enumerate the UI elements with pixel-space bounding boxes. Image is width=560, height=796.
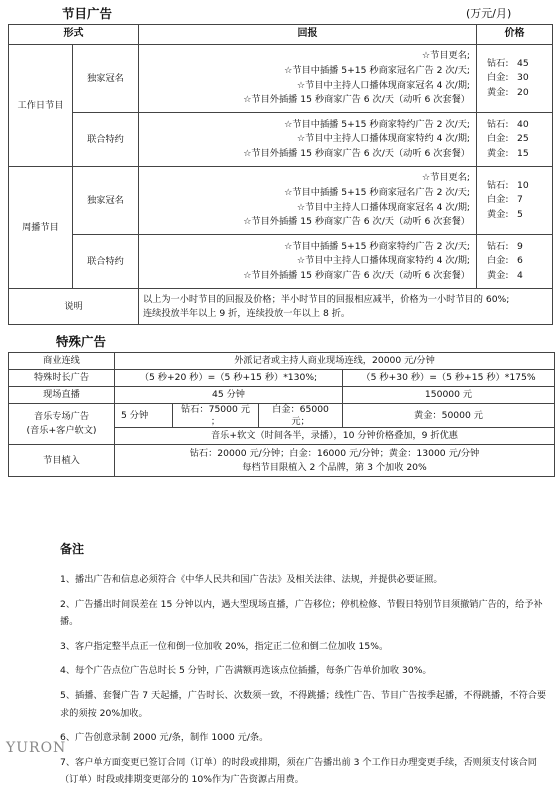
special-ad-table (8, 352, 555, 477)
header-form: 形式 (9, 25, 139, 45)
remark-item: 4、每个广告点位广告总时长 5 分钟，广告满额再选该点位插播，每条广告单价加收 30%。 (60, 665, 432, 677)
price-value: 20 (517, 86, 529, 98)
header-price: 价格 (477, 25, 553, 45)
benefit-line: ☆节目中插播 5+15 秒商家特约广告 2 次/天; (284, 118, 470, 130)
benefit-line: ☆节目中主持人口播体现商家特约 4 次/期; (296, 133, 470, 145)
implant-value (115, 445, 555, 477)
note-line: 以上为一小时节目的回报及价格；半小时节目的回报相应减半，价格为一小时节目的 60%; (143, 294, 510, 305)
price-value: 10 (517, 179, 529, 191)
note-label: 说明 (9, 289, 139, 325)
tier-platinum: 白金: (487, 255, 509, 267)
music-platinum: 白金：65000 元； (259, 404, 343, 428)
music-label-sub: (音乐+客户软文) (26, 425, 97, 436)
remark-item: 6、广告创意录制 2000 元/条，制作 1000 元/条。 (60, 732, 269, 744)
live-duration: 45 分钟 (115, 387, 343, 404)
special-length-label: 特殊时长广告 (9, 370, 115, 387)
music-diamond: 钻石：75000 元 ； (173, 404, 259, 428)
ad-type: 独家冠名 (73, 167, 139, 235)
tier-gold: 黄金: (487, 86, 509, 98)
benefit-line: ☆节目外插播 15 秒商家广告 6 次/天（动听 6 次套餐） (243, 94, 470, 106)
remark-item: 1、播出广告和信息必须符合《中华人民共和国广告法》及相关法律、法规，并提供必要证照。 (60, 574, 443, 585)
program-ad-table (8, 24, 553, 325)
music-label-main: 音乐专场广告 (33, 411, 90, 422)
price-value: 7 (517, 194, 523, 206)
price-unit: (万元/月) (466, 7, 512, 20)
ad-type: 联合特约 (73, 235, 139, 289)
remark-item: 2、广告播出时间误差在 15 分钟以内，遇大型现场直播，广告移位；停机检修、节假日特别节目须撤销广告的，给予补播。 (60, 598, 543, 628)
benefit-line: ☆节目中主持人口播体现商家冠名 4 次/期; (296, 79, 470, 91)
watermark-logo: YURON (6, 740, 67, 756)
live-price: 150000 元 (343, 387, 555, 404)
benefit-cell (139, 235, 477, 289)
price-value: 5 (517, 208, 523, 220)
benefit-line: ☆节目中插播 5+15 秒商家特约广告 2 次/天; (284, 240, 470, 252)
implant-label: 节目植入 (9, 445, 115, 477)
business-link-label: 商业连线 (9, 353, 115, 370)
section-title-special-ads: 特殊广告 (56, 334, 107, 349)
business-link-value: 外派记者或主持人商业现场连线，20000 元/分钟 (115, 353, 555, 370)
ad-type: 独家冠名 (73, 45, 139, 113)
benefit-line: ☆节目外插播 15 秒商家广告 6 次/天（动听 6 次套餐） (243, 147, 470, 159)
section-title-program-ads: 节目广告 (62, 6, 113, 21)
note-line: 连续投放半年以上 9 折，连续投放一年以上 8 折。 (143, 307, 351, 319)
benefit-line: ☆节目更名; (421, 50, 470, 62)
tier-diamond: 钻石: (487, 118, 509, 130)
price-cell (477, 235, 553, 289)
benefit-line: ☆节目中主持人口播体现商家特约 4 次/期; (296, 255, 470, 267)
tier-gold: 黄金: (487, 208, 509, 220)
remark-item: 5、插播、套餐广告 7 天起播，广告时长、次数须一致，不得跳播；线性广告、节目广告按季起播，不得跳播，不符合要求的须按 20%加收。 (60, 689, 547, 719)
benefit-cell (139, 167, 477, 235)
tier-diamond: 钻石: (487, 240, 509, 252)
remarks-title: 备注 (60, 542, 85, 556)
price-value: 6 (517, 255, 523, 267)
tier-gold: 黄金: (487, 147, 509, 159)
music-desc: 音乐+软文（时间各半，录播），10 分钟价格叠加，9 折优惠 (115, 428, 555, 445)
tier-diamond: 钻石: (487, 179, 509, 191)
tier-gold: 黄金: (487, 269, 509, 281)
tier-diamond: 钻石: (487, 57, 509, 69)
benefit-line: ☆节目中插播 5+15 秒商家冠名广告 2 次/天; (284, 64, 470, 76)
header-benefit: 回报 (139, 25, 477, 45)
group-weekly: 周播节目 (9, 167, 73, 289)
remark-item: 3、客户指定整半点正一位和倒一位加收 20%，指定正二位和倒二位加收 15%。 (60, 640, 389, 652)
music-label (9, 404, 115, 445)
price-value: 15 (517, 147, 529, 159)
benefit-line: ☆节目外插播 15 秒商家广告 6 次/天（动听 6 次套餐） (243, 216, 470, 228)
price-value: 4 (517, 269, 523, 281)
price-value: 25 (517, 133, 529, 145)
benefit-cell (139, 45, 477, 113)
special-length-right: （5 秒+30 秒）=（5 秒+15 秒）*175% (343, 370, 555, 387)
group-weekday: 工作日节目 (9, 45, 73, 167)
price-value: 9 (517, 240, 523, 252)
implant-line: 每档节目限植入 2 个品牌，第 3 个加收 20% (242, 461, 427, 473)
benefit-line: ☆节目中主持人口播体现商家冠名 4 次/期; (296, 201, 470, 213)
music-gold: 黄金：50000 元 (343, 404, 555, 428)
price-cell (477, 45, 553, 113)
tier-platinum: 白金: (487, 133, 509, 145)
price-value: 45 (517, 57, 529, 69)
remark-item: 7、客户单方面变更已签订合同（订单）的时段或排期，须在广告播出前 3 个工作日办理变更手续，否则须支付该合同（订单）时段或排期变更部分的 10%作为广告资源占用费。 (60, 756, 537, 786)
benefit-line: ☆节目中插播 5+15 秒商家冠名广告 2 次/天; (284, 186, 470, 198)
tier-platinum: 白金: (487, 72, 509, 84)
ad-type: 联合特约 (73, 113, 139, 167)
benefit-cell (139, 113, 477, 167)
price-value: 40 (517, 118, 529, 130)
benefit-line: ☆节目更名; (421, 172, 470, 184)
remarks-section (60, 542, 548, 796)
special-length-left: （5 秒+20 秒）=（5 秒+15 秒）*130%; (115, 370, 343, 387)
price-value: 30 (517, 72, 529, 84)
tier-platinum: 白金: (487, 194, 509, 206)
price-cell (477, 113, 553, 167)
benefit-line: ☆节目外插播 15 秒商家广告 6 次/天（动听 6 次套餐） (243, 269, 470, 281)
implant-line: 钻石：20000 元/分钟；白金：16000 元/分钟；黄金：13000 元/分钟 (189, 447, 480, 459)
music-duration: 5 分钟 (115, 404, 173, 428)
live-label: 现场直播 (9, 387, 115, 404)
price-cell (477, 167, 553, 235)
note-text (139, 289, 553, 325)
